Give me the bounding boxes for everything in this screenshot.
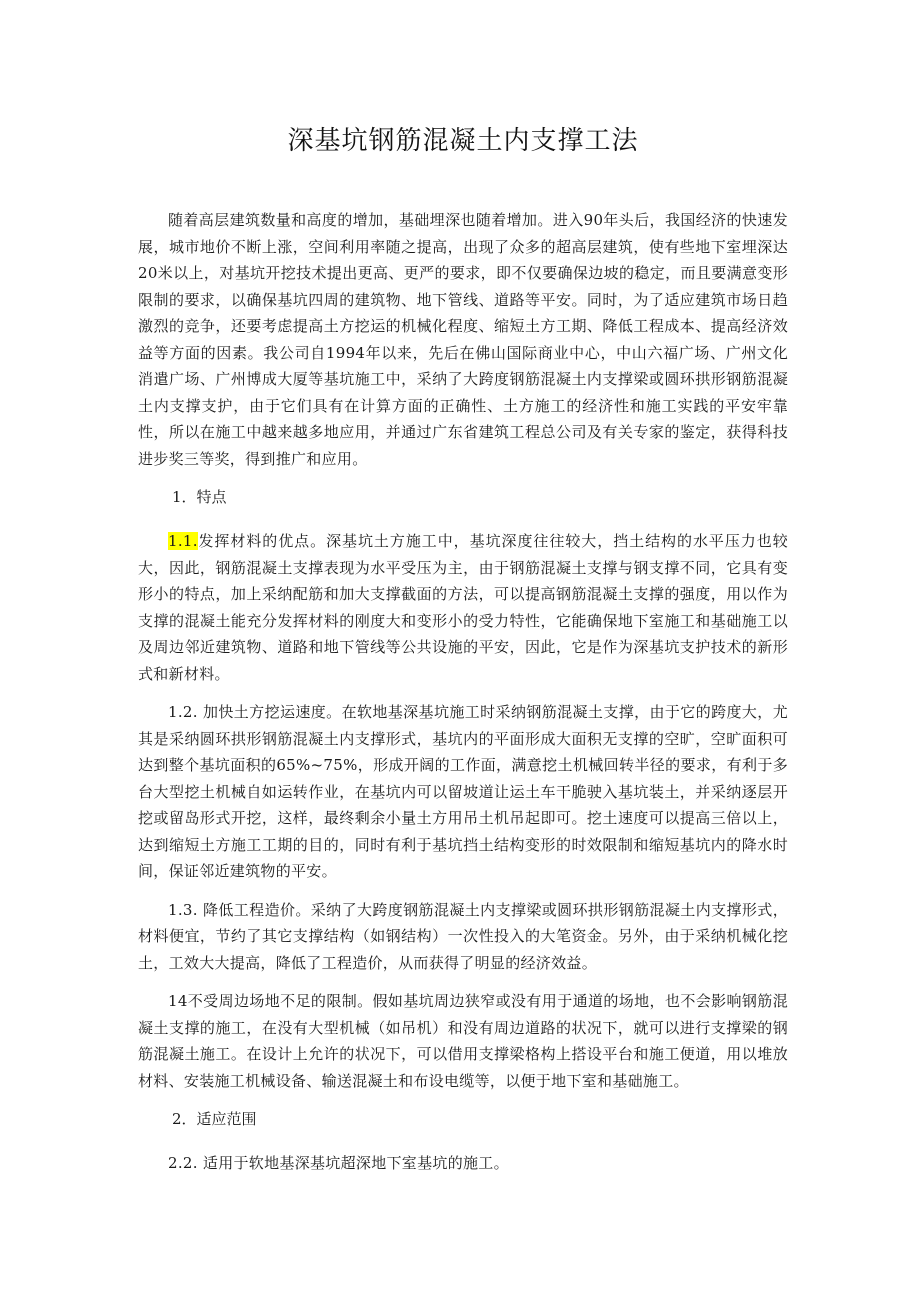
document-title: 深基坑钢筋混凝土内支撑工法 — [287, 126, 639, 156]
highlighted-section-number: 1.1. — [168, 532, 198, 550]
paragraph-1-1 — [138, 528, 788, 687]
section-heading-features: 1．特点 — [172, 488, 227, 506]
paragraph-1-4: 14不受周边场地不足的限制。假如基坑周边狭窄或没有用于通道的场地，也不会影响钢筋混凝土支撑的施工，在没有大型机械（如吊机）和没有周边道路的状况下，就可以进行支撑梁的钢筋混凝土施工。在设计上允许的状况下，可以借用支撑梁格构上搭设平台和施工便道，用以堆放材料、安装施工机械设备、输送混凝土和布设电缆等，以便于地下室和基础施工。 — [138, 992, 788, 1090]
paragraph-1-3: 1.3. 降低工程造价。采纳了大跨度钢筋混凝土内支撑梁或圆环拱形钢筋混凝土内支撑形式，材料便宜，节约了其它支撑结构（如钢结构）一次性投入的大笔资金。另外，由于采纳机械化挖土，工效大大提高，降低了工程造价，从而获得了明显的经济效益。 — [138, 900, 788, 972]
paragraph-1-2: 1.2. 加快土方挖运速度。在软地基深基坑施工时采纳钢筋混凝土支撑，由于它的跨度大，尤其是采纳圆环拱形钢筋混凝土内支撑形式，基坑内的平面形成大面积无支撑的空旷，空旷面积可达到整个基坑面积的65%~75%，形成开阔的工作面，满意挖土机械回转半径的要求，有利于多台大型挖土机械自如运转作业，在基坑内可以留坡道让运土车干脆驶入基坑装土，并采纳逐层开挖或留岛形式开挖，这样，最终剩余小量土方用吊土机吊起即可。挖土速度可以提高三倍以上，达到缩短土方施工工期的目的，同时有利于基坑挡土结构变形的时效限制和缩短基坑内的降水时间，保证邻近建筑物的平安。 — [138, 703, 788, 880]
section-heading-scope: 2．适应范围 — [172, 1110, 257, 1128]
document-page — [138, 120, 788, 1189]
paragraph-1-1-text: 发挥材料的优点。深基坑土方施工中，基坑深度往往较大，挡土结构的水平压力也较大，因此，钢筋混凝土支撑表现为水平受压为主，由于钢筋混凝土支撑与钢支撑不同，它具有变形小的特点，加上采纳配筋和加大支撑截面的方法，可以提高钢筋混凝土支撑的强度，用以作为支撑的混凝土能充分发挥材料的刚度大和变形小的受力特性，它能确保地下室施工和基础施工以及周边邻近建筑物、道路和地下管线等公共设施的平安，因此，它是作为深基坑支护技术的新形式和新材料。 — [138, 532, 788, 683]
paragraph-2-2: 2.2. 适用于软地基深基坑超深地下室基坑的施工。 — [168, 1154, 509, 1172]
intro-paragraph: 随着高层建筑数量和高度的增加，基础埋深也随着增加。进入90年头后，我国经济的快速发展，城市地价不断上涨，空间利用率随之提高，出现了众多的超高层建筑，使有些地下室埋深达20米以上，对基坑开挖技术提出更高、更严的要求，即不仅要确保边坡的稳定，而且要满意变形限制的要求，以确保基坑四周的建筑物、地下管线、道路等平安。同时，为了适应建筑市场日趋激烈的竞争，还要考虑提高土方挖运的机械化程度、缩短土方工期、降低工程成本、提高经济效益等方面的因素。我公司自1994年以来，先后在佛山国际商业中心，中山六福广场、广州文化消遣广场、广州博成大厦等基坑施工中，采纳了大跨度钢筋混凝土内支撑梁或圆环拱形钢筋混凝土内支撑支护，由于它们具有在计算方面的正确性、土方施工的经济性和施工实践的平安牢靠性，所以在施工中越来越多地应用，并通过广东省建筑工程总公司及有关专家的鉴定，获得科技进步奖三等奖，得到推广和应用。 — [138, 211, 788, 468]
